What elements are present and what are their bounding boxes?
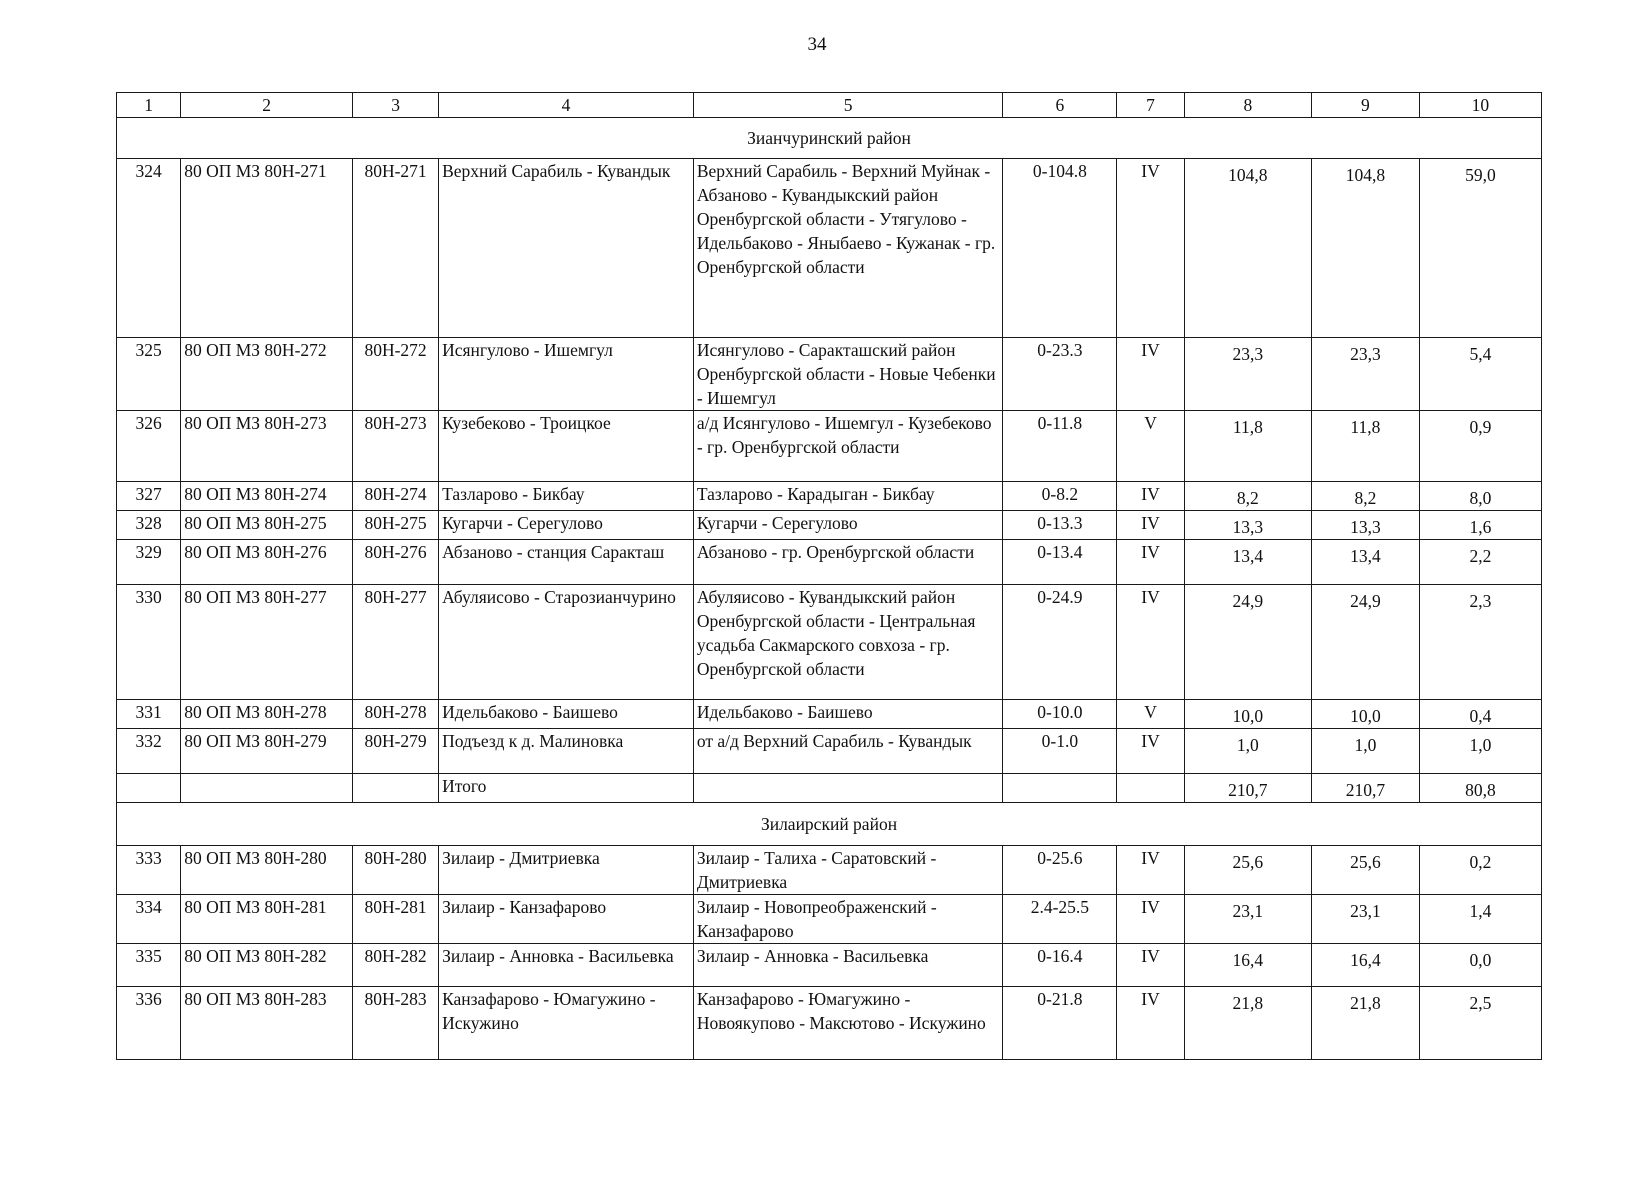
road-class: V <box>1117 700 1184 729</box>
length-hard-surface: 2,2 <box>1419 540 1541 585</box>
column-header: 4 <box>439 93 694 118</box>
table-row <box>117 944 1542 987</box>
road-class: IV <box>1117 944 1184 987</box>
empty-cell <box>181 774 353 803</box>
road-reg-number: 80Н-276 <box>353 540 439 585</box>
length-regional: 24,9 <box>1312 585 1420 700</box>
length-hard-surface: 8,0 <box>1419 482 1541 511</box>
total-length-hard-surface: 80,8 <box>1419 774 1541 803</box>
road-class: IV <box>1117 846 1184 895</box>
km-range: 0-13.3 <box>1003 511 1117 540</box>
table-body <box>117 118 1542 1060</box>
length-hard-surface: 0,2 <box>1419 846 1541 895</box>
road-name: Абуляисово - Старозианчурино <box>439 585 694 700</box>
row-number: 336 <box>117 987 181 1060</box>
district-row <box>117 803 1542 846</box>
road-id: 80 ОП МЗ 80Н-277 <box>181 585 353 700</box>
road-name: Кузебеково - Троицкое <box>439 411 694 482</box>
length-regional: 13,3 <box>1312 511 1420 540</box>
length-total: 24,9 <box>1184 585 1311 700</box>
km-range: 0-10.0 <box>1003 700 1117 729</box>
length-regional: 23,3 <box>1312 338 1420 411</box>
km-range: 0-25.6 <box>1003 846 1117 895</box>
length-regional: 11,8 <box>1312 411 1420 482</box>
length-total: 25,6 <box>1184 846 1311 895</box>
length-hard-surface: 2,5 <box>1419 987 1541 1060</box>
row-number: 330 <box>117 585 181 700</box>
column-header: 9 <box>1312 93 1420 118</box>
road-route: Абзаново - гр. Оренбургской области <box>693 540 1003 585</box>
road-route: Зилаир - Талиха - Саратовский - Дмитриевка <box>693 846 1003 895</box>
road-route: Зилаир - Анновка - Васильевка <box>693 944 1003 987</box>
road-class: IV <box>1117 540 1184 585</box>
column-header: 10 <box>1419 93 1541 118</box>
road-reg-number: 80Н-279 <box>353 729 439 774</box>
length-total: 11,8 <box>1184 411 1311 482</box>
length-hard-surface: 1,6 <box>1419 511 1541 540</box>
table-row <box>117 895 1542 944</box>
row-number: 326 <box>117 411 181 482</box>
length-regional: 1,0 <box>1312 729 1420 774</box>
length-regional: 8,2 <box>1312 482 1420 511</box>
road-route: Кугарчи - Серегулово <box>693 511 1003 540</box>
empty-cell <box>117 774 181 803</box>
length-total: 13,4 <box>1184 540 1311 585</box>
length-hard-surface: 1,0 <box>1419 729 1541 774</box>
length-hard-surface: 5,4 <box>1419 338 1541 411</box>
column-header: 8 <box>1184 93 1311 118</box>
length-hard-surface: 2,3 <box>1419 585 1541 700</box>
km-range: 0-23.3 <box>1003 338 1117 411</box>
row-number: 325 <box>117 338 181 411</box>
road-route: Идельбаково - Баишево <box>693 700 1003 729</box>
table-row <box>117 338 1542 411</box>
km-range: 0-1.0 <box>1003 729 1117 774</box>
road-route: Зилаир - Новопреображенский - Канзафарово <box>693 895 1003 944</box>
road-class: IV <box>1117 159 1184 338</box>
road-id: 80 ОП МЗ 80Н-280 <box>181 846 353 895</box>
page-number: 34 <box>807 34 827 55</box>
total-label: Итого <box>439 774 694 803</box>
length-total: 16,4 <box>1184 944 1311 987</box>
road-class: IV <box>1117 895 1184 944</box>
road-class: IV <box>1117 729 1184 774</box>
road-reg-number: 80Н-283 <box>353 987 439 1060</box>
km-range: 2.4-25.5 <box>1003 895 1117 944</box>
km-range: 0-21.8 <box>1003 987 1117 1060</box>
road-class: IV <box>1117 482 1184 511</box>
empty-cell <box>353 774 439 803</box>
road-id: 80 ОП МЗ 80Н-275 <box>181 511 353 540</box>
length-regional: 25,6 <box>1312 846 1420 895</box>
road-class: V <box>1117 411 1184 482</box>
road-reg-number: 80Н-280 <box>353 846 439 895</box>
length-regional: 16,4 <box>1312 944 1420 987</box>
km-range: 0-16.4 <box>1003 944 1117 987</box>
road-name: Зилаир - Анновка - Васильевка <box>439 944 694 987</box>
road-id: 80 ОП МЗ 80Н-283 <box>181 987 353 1060</box>
table-row <box>117 159 1542 338</box>
district-row <box>117 118 1542 159</box>
road-id: 80 ОП МЗ 80Н-276 <box>181 540 353 585</box>
road-reg-number: 80Н-277 <box>353 585 439 700</box>
table-row <box>117 411 1542 482</box>
length-total: 23,3 <box>1184 338 1311 411</box>
table-row <box>117 729 1542 774</box>
length-total: 10,0 <box>1184 700 1311 729</box>
column-header: 6 <box>1003 93 1117 118</box>
km-range: 0-104.8 <box>1003 159 1117 338</box>
road-route: от а/д Верхний Сарабиль - Кувандык <box>693 729 1003 774</box>
road-id: 80 ОП МЗ 80Н-281 <box>181 895 353 944</box>
road-reg-number: 80Н-275 <box>353 511 439 540</box>
road-id: 80 ОП МЗ 80Н-279 <box>181 729 353 774</box>
column-header: 1 <box>117 93 181 118</box>
road-route: Канзафарово - Юмагужино - Новоякупово - Максютово - Искужино <box>693 987 1003 1060</box>
row-number: 335 <box>117 944 181 987</box>
table-row <box>117 511 1542 540</box>
empty-cell <box>693 774 1003 803</box>
row-number: 334 <box>117 895 181 944</box>
length-hard-surface: 0,9 <box>1419 411 1541 482</box>
total-row <box>117 774 1542 803</box>
road-reg-number: 80Н-278 <box>353 700 439 729</box>
road-name: Зилаир - Дмитриевка <box>439 846 694 895</box>
column-header: 3 <box>353 93 439 118</box>
road-reg-number: 80Н-271 <box>353 159 439 338</box>
road-id: 80 ОП МЗ 80Н-274 <box>181 482 353 511</box>
road-name: Зилаир - Канзафарово <box>439 895 694 944</box>
road-class: IV <box>1117 987 1184 1060</box>
row-number: 327 <box>117 482 181 511</box>
road-reg-number: 80Н-273 <box>353 411 439 482</box>
table-row <box>117 482 1542 511</box>
length-total: 1,0 <box>1184 729 1311 774</box>
road-name: Абзаново - станция Саракташ <box>439 540 694 585</box>
length-regional: 10,0 <box>1312 700 1420 729</box>
road-reg-number: 80Н-272 <box>353 338 439 411</box>
road-name: Верхний Сарабиль - Кувандык <box>439 159 694 338</box>
district-title: Зилаирский район <box>117 803 1542 846</box>
table-row <box>117 585 1542 700</box>
row-number: 328 <box>117 511 181 540</box>
km-range: 0-8.2 <box>1003 482 1117 511</box>
road-route: Исянгулово - Саракташский район Оренбургской области - Новые Чебенки - Ишемгул <box>693 338 1003 411</box>
empty-cell <box>1117 774 1184 803</box>
road-reg-number: 80Н-281 <box>353 895 439 944</box>
road-route: Тазларово - Карадыган - Бикбау <box>693 482 1003 511</box>
column-header: 5 <box>693 93 1003 118</box>
length-total: 21,8 <box>1184 987 1311 1060</box>
road-name: Подъезд к д. Малиновка <box>439 729 694 774</box>
km-range: 0-13.4 <box>1003 540 1117 585</box>
road-name: Идельбаково - Баишево <box>439 700 694 729</box>
roads-table <box>116 92 1542 1060</box>
km-range: 0-11.8 <box>1003 411 1117 482</box>
length-regional: 104,8 <box>1312 159 1420 338</box>
road-class: IV <box>1117 511 1184 540</box>
road-name: Тазларово - Бикбау <box>439 482 694 511</box>
column-number-row <box>117 93 1542 118</box>
row-number: 331 <box>117 700 181 729</box>
km-range: 0-24.9 <box>1003 585 1117 700</box>
road-route: а/д Исянгулово - Ишемгул - Кузебеково - гр. Оренбургской области <box>693 411 1003 482</box>
length-regional: 23,1 <box>1312 895 1420 944</box>
road-id: 80 ОП МЗ 80Н-278 <box>181 700 353 729</box>
length-hard-surface: 59,0 <box>1419 159 1541 338</box>
road-name: Исянгулово - Ишемгул <box>439 338 694 411</box>
table-row <box>117 846 1542 895</box>
road-id: 80 ОП МЗ 80Н-271 <box>181 159 353 338</box>
length-total: 13,3 <box>1184 511 1311 540</box>
length-total: 8,2 <box>1184 482 1311 511</box>
row-number: 324 <box>117 159 181 338</box>
road-reg-number: 80Н-274 <box>353 482 439 511</box>
road-id: 80 ОП МЗ 80Н-273 <box>181 411 353 482</box>
table-row <box>117 700 1542 729</box>
column-header: 7 <box>1117 93 1184 118</box>
length-hard-surface: 1,4 <box>1419 895 1541 944</box>
table-row <box>117 540 1542 585</box>
length-total: 104,8 <box>1184 159 1311 338</box>
road-route: Верхний Сарабиль - Верхний Муйнак - Абзаново - Кувандыкский район Оренбургской области - Утягулово - Идельбаково - Яныбаево - Кужанак - гр. Оренбургской области <box>693 159 1003 338</box>
road-route: Абуляисово - Кувандыкский район Оренбургской области - Центральная усадьба Сакмарского совхоза - гр. Оренбургской области <box>693 585 1003 700</box>
total-length-total: 210,7 <box>1184 774 1311 803</box>
length-regional: 21,8 <box>1312 987 1420 1060</box>
road-class: IV <box>1117 585 1184 700</box>
length-hard-surface: 0,0 <box>1419 944 1541 987</box>
total-length-regional: 210,7 <box>1312 774 1420 803</box>
road-reg-number: 80Н-282 <box>353 944 439 987</box>
road-id: 80 ОП МЗ 80Н-282 <box>181 944 353 987</box>
row-number: 329 <box>117 540 181 585</box>
road-name: Канзафарово - Юмагужино - Искужино <box>439 987 694 1060</box>
column-header: 2 <box>181 93 353 118</box>
road-id: 80 ОП МЗ 80Н-272 <box>181 338 353 411</box>
table-row <box>117 987 1542 1060</box>
district-title: Зианчуринский район <box>117 118 1542 159</box>
length-hard-surface: 0,4 <box>1419 700 1541 729</box>
length-regional: 13,4 <box>1312 540 1420 585</box>
length-total: 23,1 <box>1184 895 1311 944</box>
row-number: 333 <box>117 846 181 895</box>
row-number: 332 <box>117 729 181 774</box>
road-class: IV <box>1117 338 1184 411</box>
road-name: Кугарчи - Серегулово <box>439 511 694 540</box>
empty-cell <box>1003 774 1117 803</box>
